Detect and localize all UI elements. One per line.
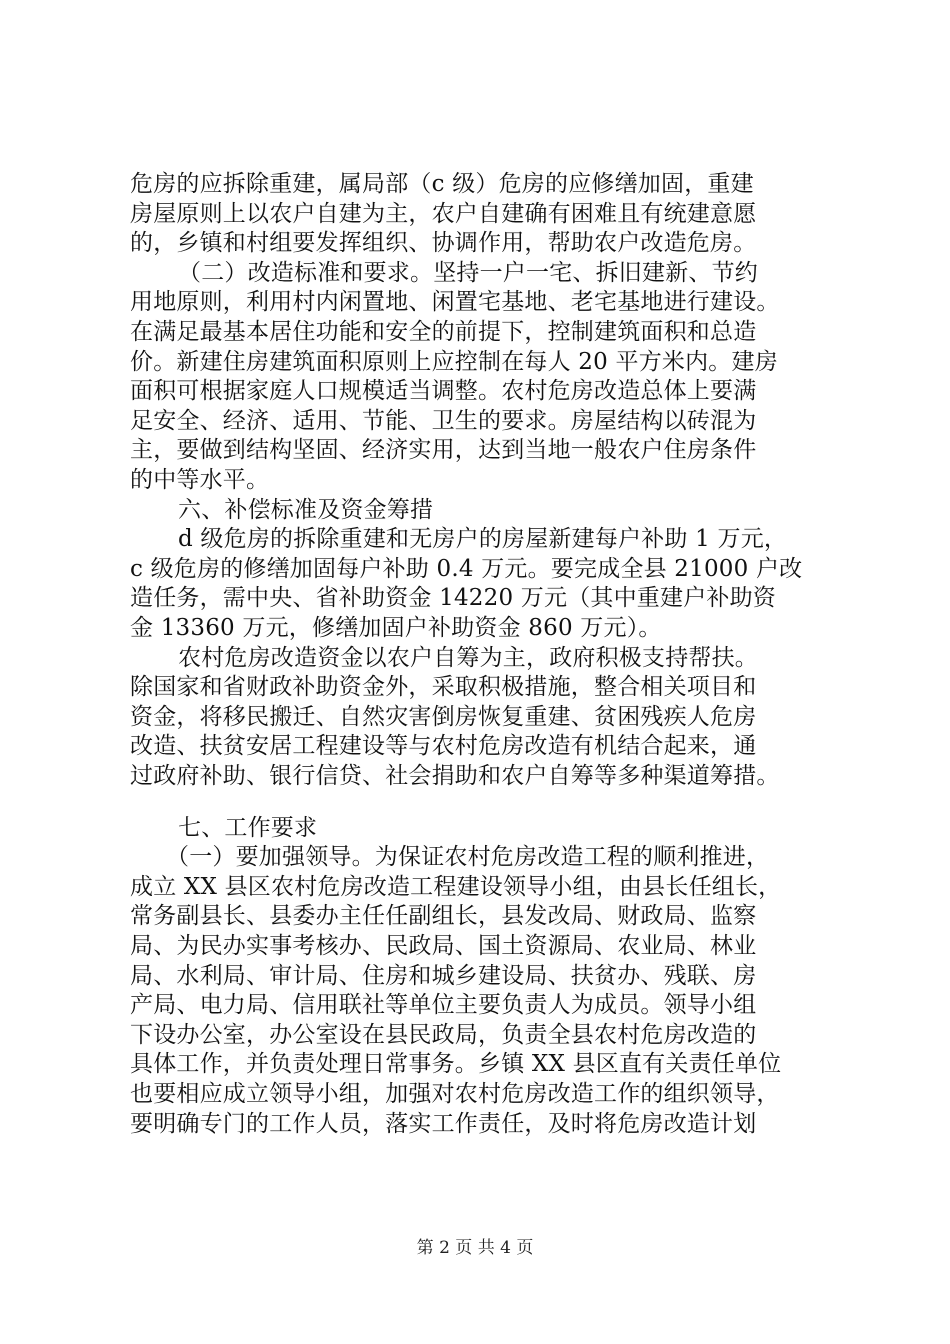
- text-line: 除国家和省财政补助资金外，采取积极措施，整合相关项目和: [130, 674, 757, 701]
- text-line: c 级危房的修缮加固每户补助 0.4 万元。要完成全县 21000 户改: [130, 555, 803, 582]
- text-line: 用地原则，利用村内闲置地、闲置宅基地、老宅基地进行建设。: [130, 289, 780, 316]
- text-line: 成立 XX 县区农村危房改造工程建设领导小组，由县长任组长，: [130, 873, 782, 900]
- text-line: （二）改造标准和要求。坚持一户一宅、拆旧建新、节约: [178, 259, 758, 286]
- text-line: 足安全、经济、适用、节能、卫生的要求。房屋结构以砖混为: [130, 407, 757, 434]
- text-line: 在满足最基本居住功能和安全的前提下，控制建筑面积和总造: [130, 319, 757, 345]
- text-line: 过政府补助、银行信贷、社会捐助和农户自筹等多种渠道筹措。: [130, 763, 780, 789]
- text-line: 要明确专门的工作人员，落实工作责任，及时将危房改造计划: [130, 1110, 757, 1137]
- section-heading: 六、补偿标准及资金筹措: [178, 496, 434, 523]
- text-line: 面积可根据家庭人口规模适当调整。农村危房改造总体上要满: [130, 378, 757, 405]
- text-line: 也要相应成立领导小组，加强对农村危房改造工作的组织领导，: [130, 1081, 780, 1107]
- text-line: 改造、扶贫安居工程建设等与农村危房改造有机结合起来，通: [130, 733, 757, 760]
- text-line: 局、水利局、审计局、住房和城乡建设局、扶贫办、残联、房: [130, 962, 757, 989]
- text-line: 造任务，需中央、省补助资金 14220 万元（其中重建户补助资: [130, 585, 776, 612]
- text-line: 价。新建住房建筑面积原则上应控制在每人 20 平方米内。建房: [130, 348, 778, 375]
- text-line: 的中等水平。: [130, 467, 270, 493]
- text-line: 常务副县长、县委办主任任副组长，县发改局、财政局、监察: [130, 903, 757, 930]
- text-line: （一）要加强领导。为保证农村危房改造工程的顺利推进，: [166, 844, 770, 871]
- text-line: 资金，将移民搬迁、自然灾害倒房恢复重建、贫困残疾人危房: [130, 703, 757, 730]
- text-line: 具体工作，并负责处理日常事务。乡镇 XX 县区直有关责任单位: [130, 1051, 782, 1078]
- section-heading: 七、工作要求: [178, 814, 318, 841]
- text-line: 危房的应拆除重建，属局部（c 级）危房的应修缮加固，重建: [130, 171, 754, 197]
- page-number-footer: 第 2 页 共 4 页: [416, 1238, 534, 1258]
- text-line: d 级危房的拆除重建和无房户的房屋新建每户补助 1 万元，: [178, 526, 788, 553]
- text-line: 房屋原则上以农户自建为主，农户自建确有困难且有统建意愿: [130, 200, 757, 227]
- text-line: 下设办公室，办公室设在县民政局，负责全县农村危房改造的: [130, 1021, 757, 1048]
- text-line: 农村危房改造资金以农户自筹为主，政府积极支持帮扶。: [178, 644, 758, 671]
- text-line: 金 13360 万元，修缮加固户补助资金 860 万元）。: [130, 615, 662, 641]
- text-line: 局、为民办实事考核办、民政局、国土资源局、农业局、林业: [130, 933, 757, 959]
- text-line: 产局、电力局、信用联社等单位主要负责人为成员。领导小组: [130, 992, 757, 1019]
- text-line: 的，乡镇和村组要发挥组织、协调作用，帮助农户改造危房。: [130, 230, 757, 257]
- text-line: 主，要做到结构坚固、经济实用，达到当地一般农户住房条件: [130, 437, 757, 464]
